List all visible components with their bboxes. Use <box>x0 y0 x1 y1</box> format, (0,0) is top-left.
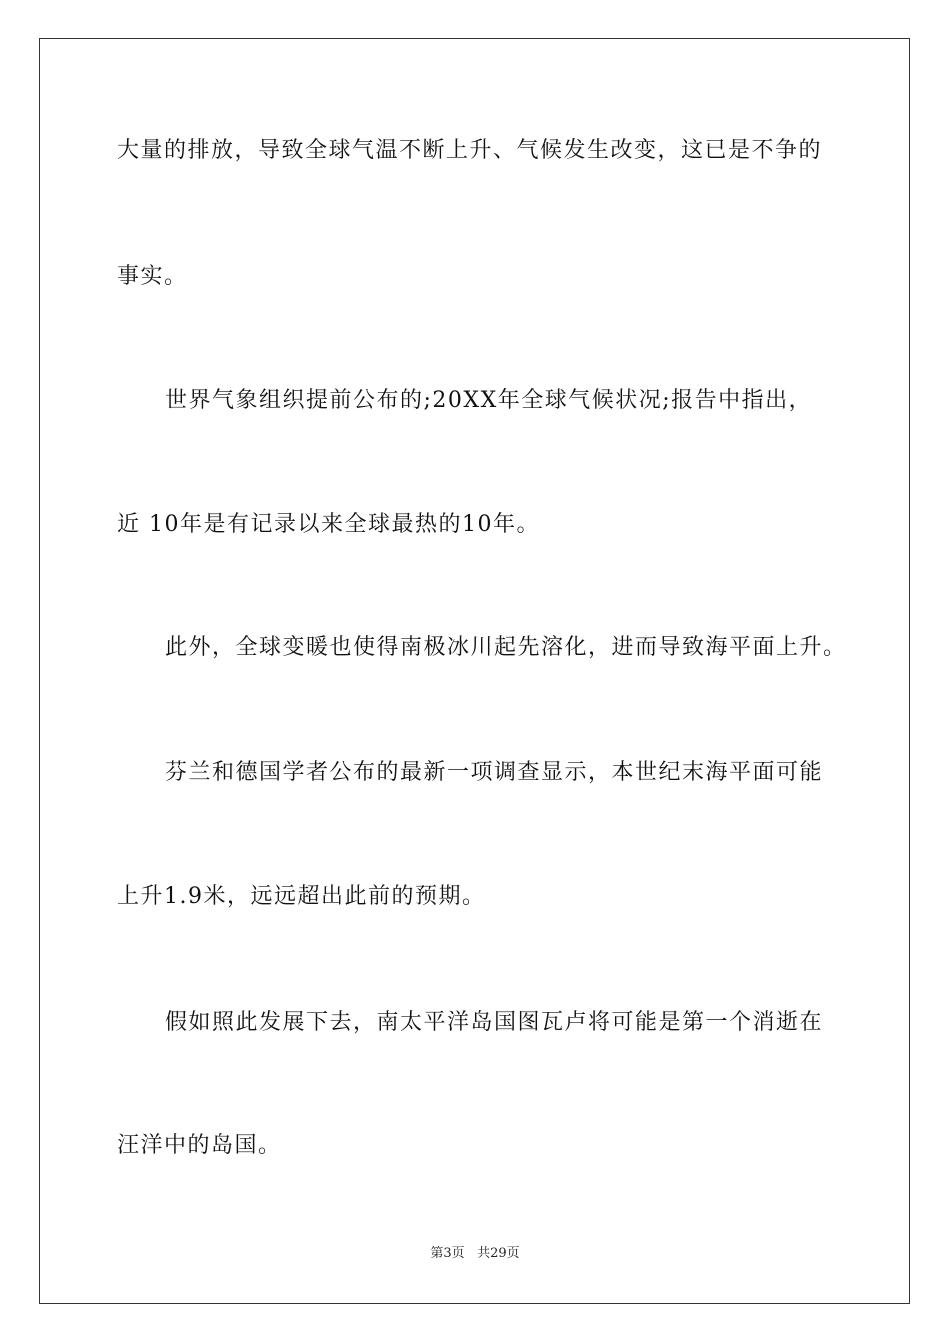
paragraph-line: 世界气象组织提前公布的;20XX年全球气候状况;报告中指出， <box>165 388 813 413</box>
paragraph-line: 大量的排放，导致全球气温不断上升、气候发生改变，这已是不争的 <box>117 138 823 163</box>
page-frame <box>39 38 910 1304</box>
paragraph-line: 此外，全球变暖也使得南极冰川起先溶化，进而导致海平面上升。 <box>165 635 847 660</box>
paragraph-line: 事实。 <box>117 264 188 289</box>
paragraph-line: 上升1.9米，远远超出此前的预期。 <box>117 884 486 909</box>
paragraph-line: 假如照此发展下去，南太平洋岛国图瓦卢将可能是第一个消逝在 <box>165 1010 824 1035</box>
page-number: 第3页 <box>430 1246 465 1261</box>
total-pages: 共29页 <box>477 1246 520 1261</box>
paragraph-line: 近 10年是有记录以来全球最热的10年。 <box>117 512 540 537</box>
paragraph-line: 芬兰和德国学者公布的最新一项调查显示，本世纪末海平面可能 <box>165 760 824 785</box>
page-footer <box>0 1245 950 1263</box>
paragraph-line: 汪洋中的岛国。 <box>117 1133 282 1158</box>
